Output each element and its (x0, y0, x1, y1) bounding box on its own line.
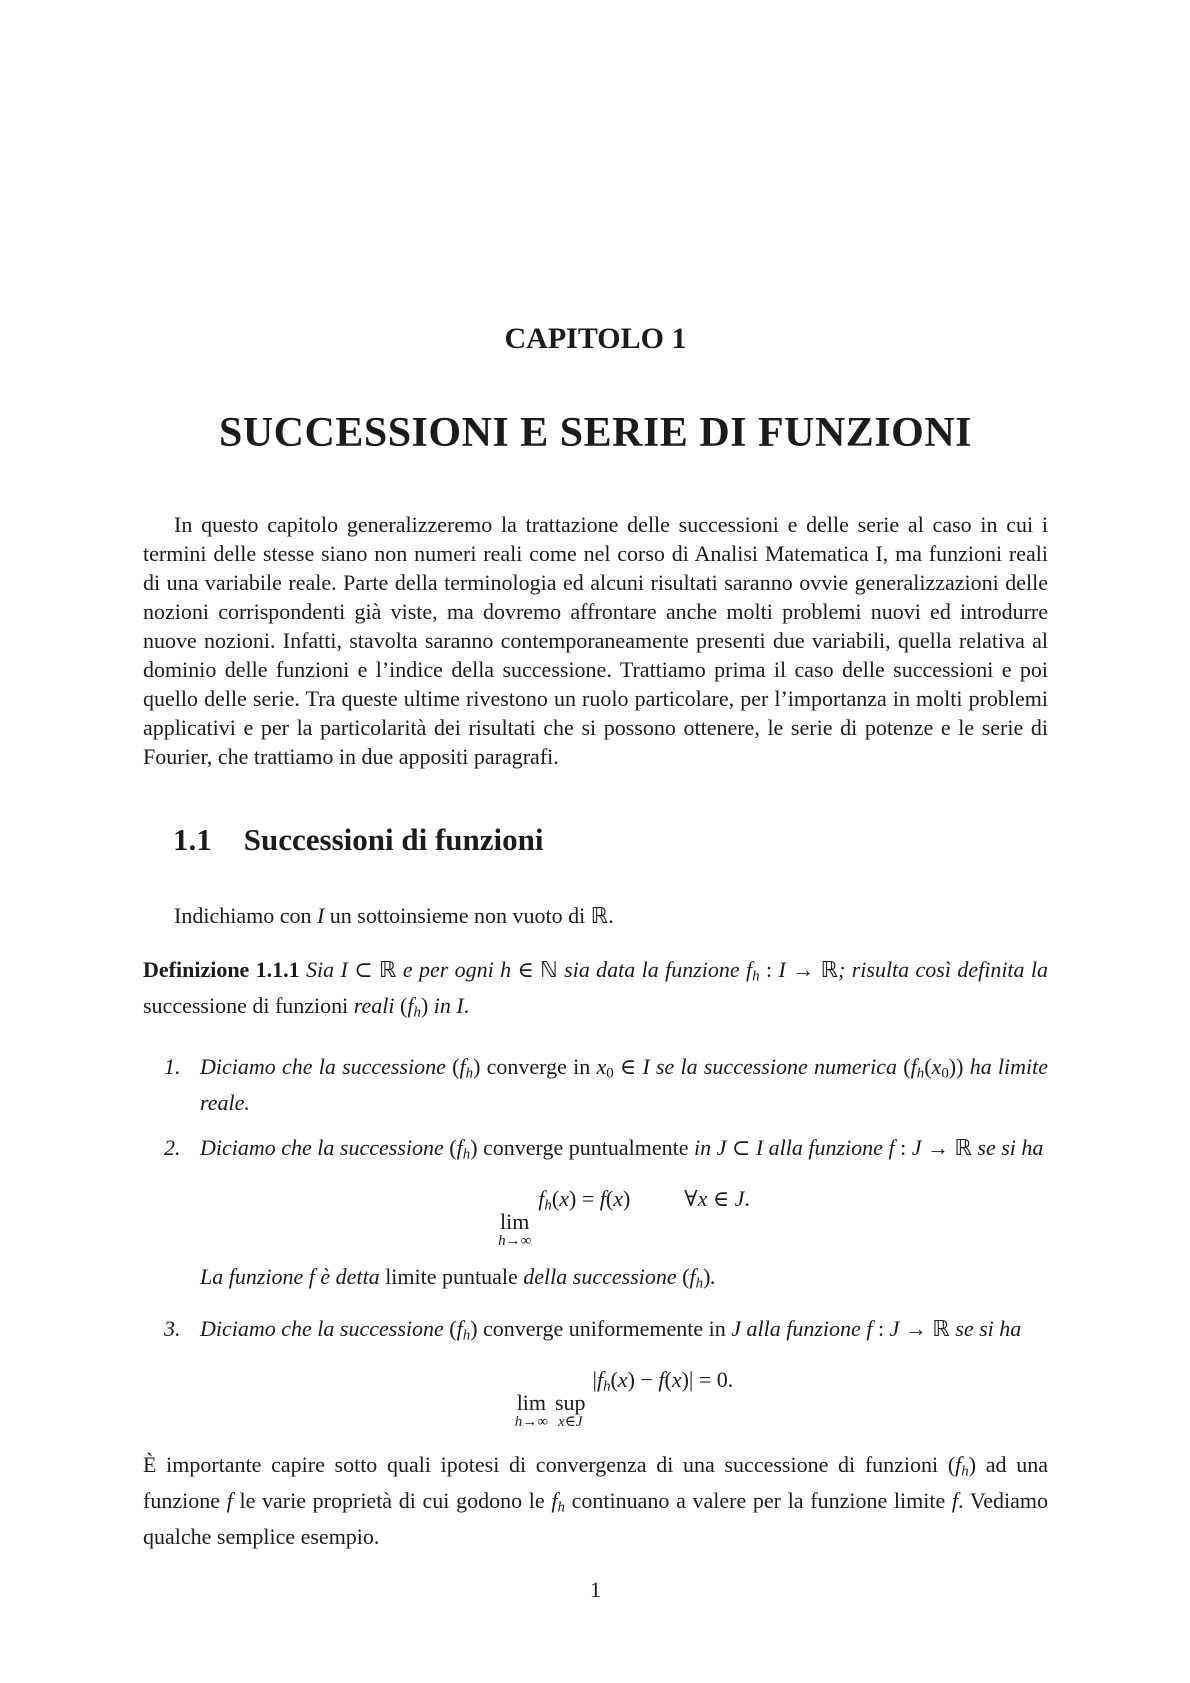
sup-symbol: sup (554, 1390, 586, 1416)
section-title: Successioni di funzioni (243, 822, 544, 857)
section-intro-paragraph: Indichiamo con I un sottoinsieme non vuoto di ℝ. (174, 903, 614, 929)
definition-paragraph: Definizione 1.1.1 Sia I ⊂ ℝ e per ogni h ∈ ℕ sia data la funzione fh : I → ℝ; risulta così definita la successione di funzioni reali (fh) in I. (143, 957, 1049, 1021)
list-item-pointwise-convergence (164, 1133, 1048, 1298)
lim-subscript: h→∞ (514, 1413, 548, 1430)
list-item-uniform-convergence (164, 1314, 1048, 1430)
intro-paragraph: In questo capitolo generalizzeremo la trattazione delle successioni e delle serie al caso in cui i termini delle stesse siano non numeri reali come nel corso di Analisi Matematica I, ma funzioni reali di una variabile reale. Parte della terminologia ed alcuni risultati saranno ovvie generalizzazioni delle nozioni corrispondenti già viste, ma dovremo affrontare anche molti problemi nuovi ed introdurre nuove nozioni. Infatti, stavolta saranno contemporaneamente presenti due variabili, quella relativa al dominio delle funzioni e l’indice della successione. Trattiamo prima il caso delle successioni e poi quello delle serie. Tra queste ultime rivestono un ruolo particolare, per l’importanza in molti problemi applicativi e per la particolarità dei risultati che si possono ottenere, le serie di potenze e le serie di Fourier, che trattiamo in due appositi paragrafi. (143, 512, 1048, 769)
chapter-title: SUCCESSIONI E SERIE DI FUNZIONI (218, 410, 973, 456)
page-number: 1 (590, 1577, 601, 1603)
lim-symbol: lim (500, 1209, 530, 1235)
list-item-convergence-pointwise-at-point (164, 1052, 1049, 1117)
item-number: 1. (164, 1053, 181, 1079)
item-text: Diciamo che la successione (fh) converge in x0 ∈ I se la successione numerica (fh(x0)) ha limite reale. (200, 1053, 1049, 1115)
sup-subscript: x∈J (558, 1413, 583, 1430)
definition-list (143, 1052, 1048, 1430)
formula-quantifier: ∀x ∈ J. (684, 1186, 750, 1212)
sup-operator (555, 1392, 586, 1429)
section-number: 1.1 (173, 822, 212, 857)
limit-operator (515, 1392, 548, 1429)
formula-body: |fh(x) − f(x)| = 0. (592, 1367, 734, 1395)
item-text: Diciamo che la successione (fh) converge uniformemente in J alla funzione f : J → ℝ se si ha (200, 1315, 1022, 1344)
item-number: 2. (164, 1134, 181, 1160)
lim-subscript: h→∞ (498, 1232, 532, 1249)
limit-operator (498, 1211, 531, 1248)
text-block (143, 0, 1048, 1604)
pointwise-limit-note: La funzione f è detta limite puntuale della successione (fh). (200, 1263, 716, 1291)
lim-symbol: lim (516, 1390, 547, 1416)
section-heading (173, 821, 1048, 859)
chapter-label: CAPITOLO 1 (504, 322, 687, 355)
pointwise-limit-formula (200, 1184, 1048, 1249)
closing-paragraph: È importante capire sotto quali ipotesi di convergenza di una successione di funzioni (fh) ad una funzione f le varie proprietà di cui godono le fh continuano a valere per la funzione limite f. Vediamo qualche semplice esempio. (143, 1451, 1049, 1550)
item-text: Diciamo che la successione (fh) converge puntualmente in J ⊂ I alla funzione f : J → ℝ se si ha (200, 1134, 1044, 1163)
formula-body: fh(x) = f(x) (538, 1186, 631, 1214)
item-number: 3. (164, 1315, 181, 1341)
uniform-limit-formula (200, 1365, 1048, 1430)
